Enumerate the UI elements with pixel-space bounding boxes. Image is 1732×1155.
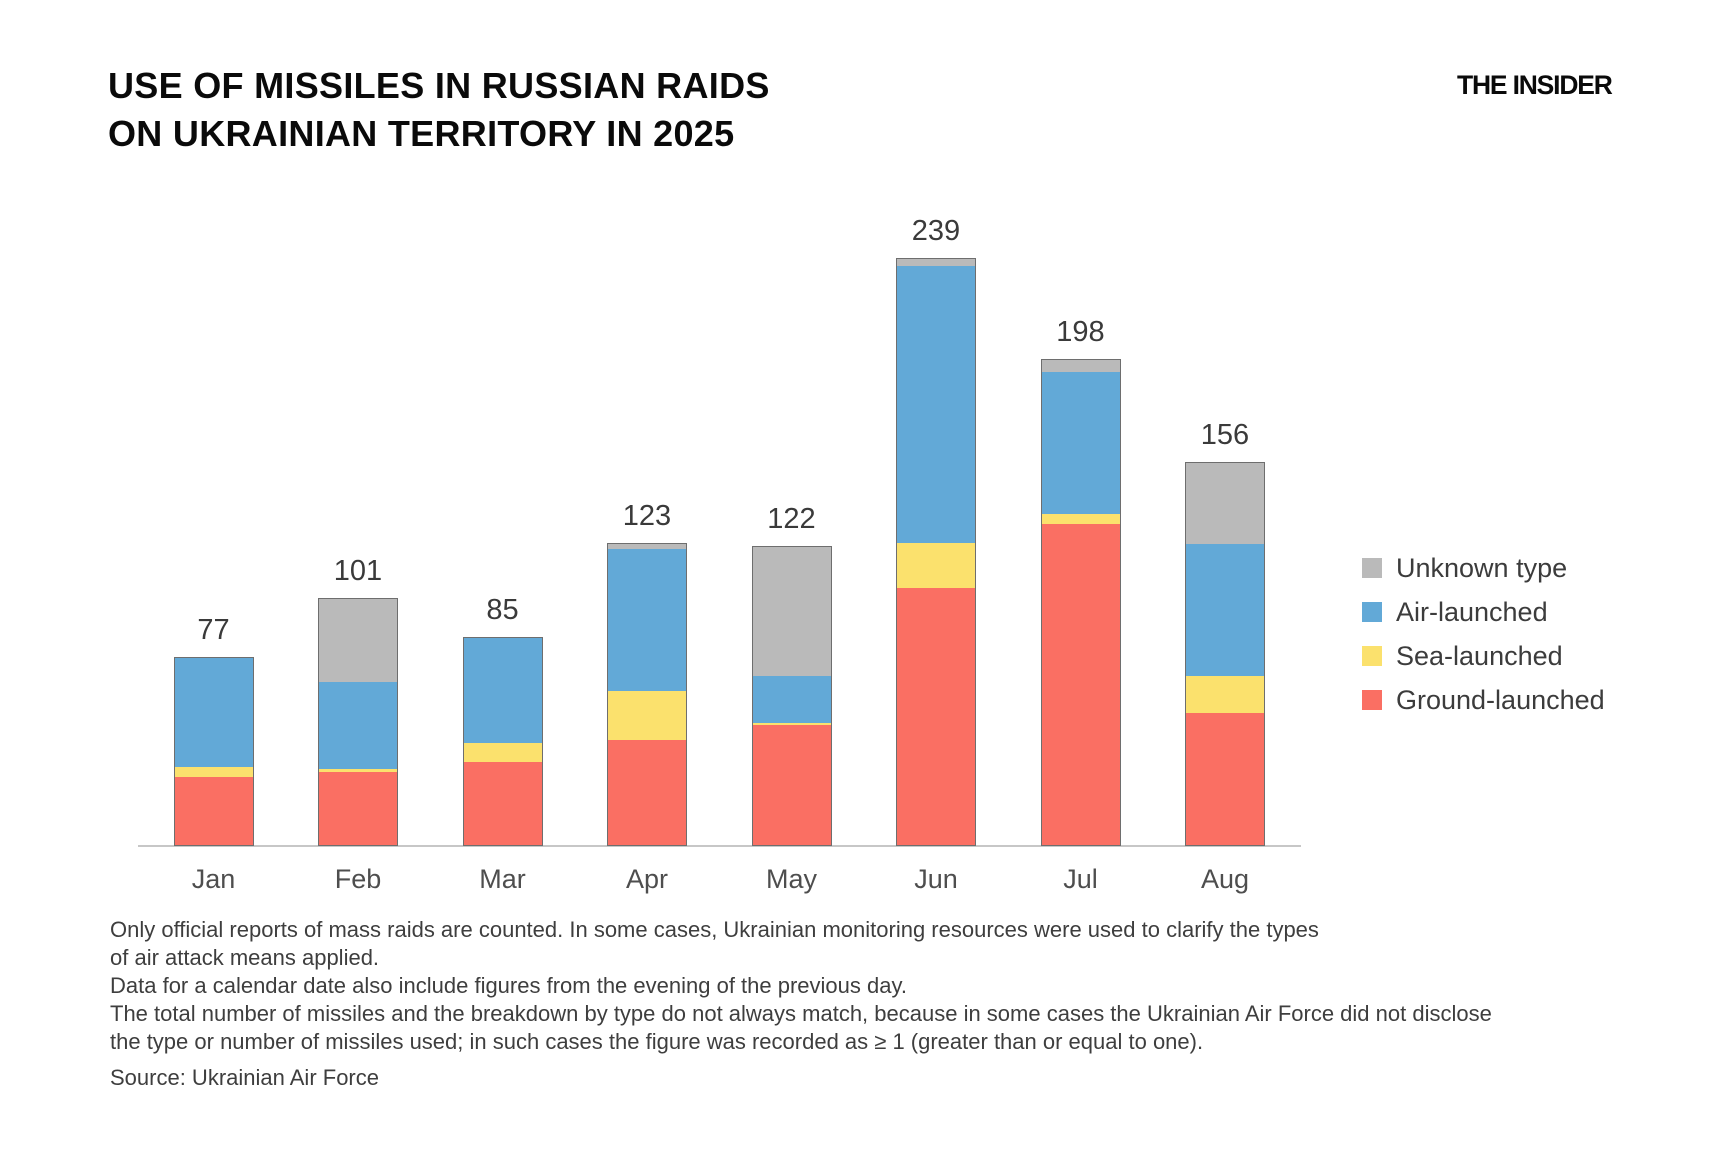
x-axis-label-may: May	[765, 864, 817, 894]
bar-mar	[463, 637, 543, 846]
footnote-line: Data for a calendar date also include figures from the evening of the previous day.	[110, 973, 907, 998]
bar-apr	[607, 543, 687, 846]
bar-segment-ground-launched	[1042, 524, 1120, 845]
bar-segment-ground-launched	[1186, 713, 1264, 845]
bar-segment-air-launched	[608, 549, 686, 691]
footnotes	[110, 916, 1492, 1056]
legend-swatch-air-launched	[1362, 602, 1382, 622]
bar-feb	[318, 598, 398, 846]
bar-value-label: 198	[1056, 315, 1105, 348]
bar-value-label: 85	[486, 593, 519, 626]
bar-segment-sea-launched	[464, 743, 542, 762]
bar-segment-unknown-type	[319, 599, 397, 682]
bar-segment-sea-launched	[1042, 514, 1120, 524]
legend-swatch-sea-launched	[1362, 646, 1382, 666]
title-line-2: ON UKRAINIAN TERRITORY IN 2025	[108, 113, 735, 154]
legend	[1362, 552, 1605, 734]
x-axis-label-aug: Aug	[1200, 864, 1250, 894]
footnote-line: The total number of missiles and the breakdown by type do not always match, because in some cases the Ukrainian Air Force did not disclose	[110, 1001, 1492, 1026]
x-axis-label-feb: Feb	[334, 864, 382, 894]
bar-value-label: 239	[911, 215, 961, 248]
bar-jun	[896, 258, 976, 846]
bar-segment-air-launched	[464, 638, 542, 743]
x-axis-label-mar: Mar	[479, 864, 526, 894]
bar-segment-unknown-type	[897, 259, 975, 266]
legend-item-sea-launched	[1362, 640, 1605, 671]
footnote-line: Only official reports of mass raids are counted. In some cases, Ukrainian monitoring resources were used to clarify the types	[110, 917, 1319, 942]
bar-segment-air-launched	[1042, 372, 1120, 514]
bar-segment-ground-launched	[175, 777, 253, 845]
the-insider-logo: THE INSIDER	[1457, 70, 1612, 100]
bar-segment-air-launched	[1186, 544, 1264, 676]
bar-jul	[1041, 359, 1121, 846]
x-axis-label-apr: Apr	[625, 864, 669, 894]
title-line-1: USE OF MISSILES IN RUSSIAN RAIDS	[108, 65, 770, 106]
bar-segment-ground-launched	[897, 588, 975, 845]
bar-segment-air-launched	[753, 676, 831, 722]
legend-label: Air-launched	[1396, 596, 1548, 627]
bar-jan	[174, 657, 254, 846]
legend-label: Unknown type	[1396, 552, 1568, 583]
legend-item-air-launched	[1362, 596, 1605, 627]
legend-swatch-unknown-type	[1362, 558, 1382, 578]
footnote-line: of air attack means applied.	[110, 945, 380, 970]
bar-segment-ground-launched	[753, 725, 831, 845]
bar-segment-sea-launched	[175, 767, 253, 777]
legend-swatch-ground-launched	[1362, 690, 1382, 710]
legend-item-ground-launched	[1362, 684, 1605, 715]
bar-value-label: 123	[622, 500, 672, 533]
bar-may	[752, 546, 832, 846]
bar-value-label: 77	[197, 613, 230, 646]
bar-segment-sea-launched	[608, 691, 686, 740]
bar-segment-ground-launched	[464, 762, 542, 845]
bar-value-label: 156	[1200, 419, 1250, 452]
bar-segment-sea-launched	[1186, 676, 1264, 713]
bar-segment-ground-launched	[608, 740, 686, 845]
footnote-line: the type or number of missiles used; in such cases the figure was recorded as ≥ 1 (greater than or equal to one).	[110, 1029, 1204, 1054]
x-axis-label-jul: Jul	[1063, 864, 1098, 894]
x-axis-label-jan: Jan	[191, 864, 236, 894]
legend-label: Sea-launched	[1396, 640, 1563, 671]
bar-segment-unknown-type	[753, 547, 831, 677]
x-axis-label-jun: Jun	[914, 864, 958, 894]
bar-segment-air-launched	[319, 682, 397, 770]
bar-value-label: 101	[333, 554, 383, 587]
source-line: Source: Ukrainian Air Force	[110, 1065, 379, 1090]
bar-segment-sea-launched	[897, 543, 975, 587]
bar-value-label: 122	[767, 502, 816, 535]
bar-segment-air-launched	[897, 266, 975, 543]
legend-label: Ground-launched	[1396, 684, 1605, 715]
legend-item-unknown-type	[1362, 552, 1605, 583]
bar-segment-ground-launched	[319, 772, 397, 845]
x-axis-line	[138, 845, 1301, 847]
bar-segment-unknown-type	[1042, 360, 1120, 372]
bar-segment-unknown-type	[1186, 463, 1264, 544]
bar-segment-air-launched	[175, 658, 253, 768]
bar-aug	[1185, 462, 1265, 846]
